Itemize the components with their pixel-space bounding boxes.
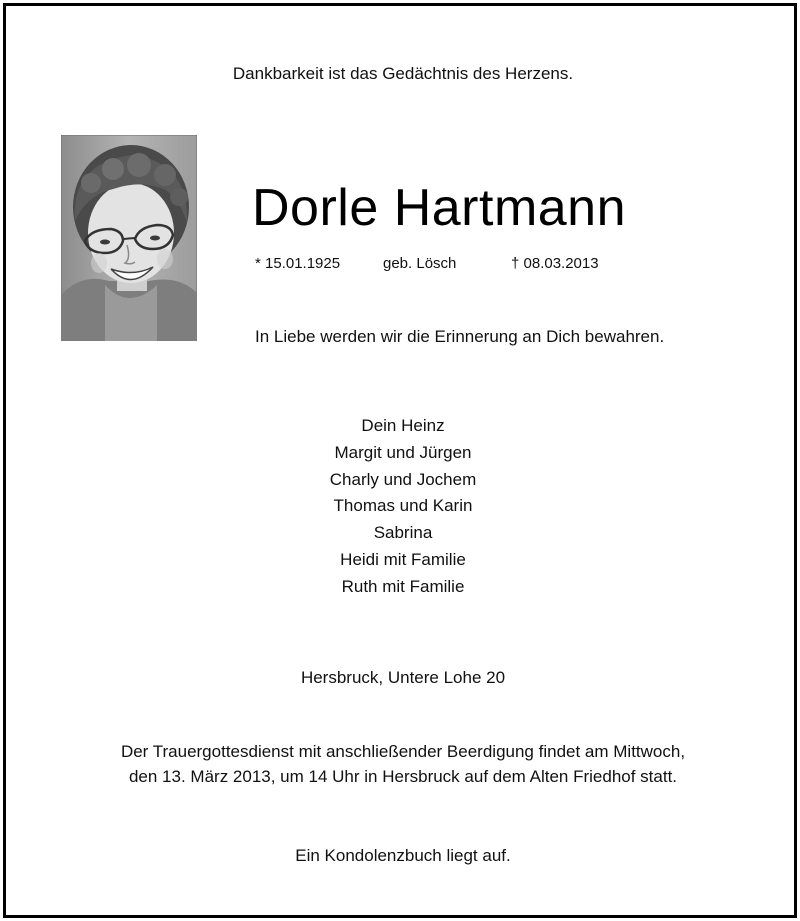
family-member: Charly und Jochem <box>329 469 477 489</box>
obituary-frame <box>3 3 797 918</box>
funeral-service-info <box>6 739 800 789</box>
portrait-illustration <box>61 135 197 341</box>
service-line-2: den 13. März 2013, um 14 Uhr in Hersbruck auf dem Alten Friedhof statt. <box>128 767 678 786</box>
family-member: Heidi mit Familie <box>340 549 466 569</box>
family-member: Thomas und Karin <box>333 496 473 516</box>
family-member: Margit und Jürgen <box>334 442 472 462</box>
portrait-photo <box>61 135 197 341</box>
birth-date: * 15.01.1925 <box>255 255 341 272</box>
maiden-name: geb. Lösch <box>383 255 457 272</box>
remembrance-text: In Liebe werden wir die Erinnerung an Dich bewahren. <box>255 327 665 346</box>
address: Hersbruck, Untere Lohe 20 <box>300 668 506 687</box>
family-member: Dein Heinz <box>361 416 445 435</box>
motto: Dankbarkeit ist das Gedächtnis des Herzens. <box>232 64 574 83</box>
family-list <box>6 413 800 601</box>
deceased-name: Dorle Hartmann <box>252 179 627 237</box>
family-member: Sabrina <box>373 523 433 543</box>
family-member: Ruth mit Familie <box>341 576 465 596</box>
death-date: † 08.03.2013 <box>511 255 599 272</box>
condolence-note: Ein Kondolenzbuch liegt auf. <box>295 846 511 865</box>
service-line-1: Der Trauergottesdienst mit anschließender Beerdigung findet am Mittwoch, <box>120 742 686 761</box>
